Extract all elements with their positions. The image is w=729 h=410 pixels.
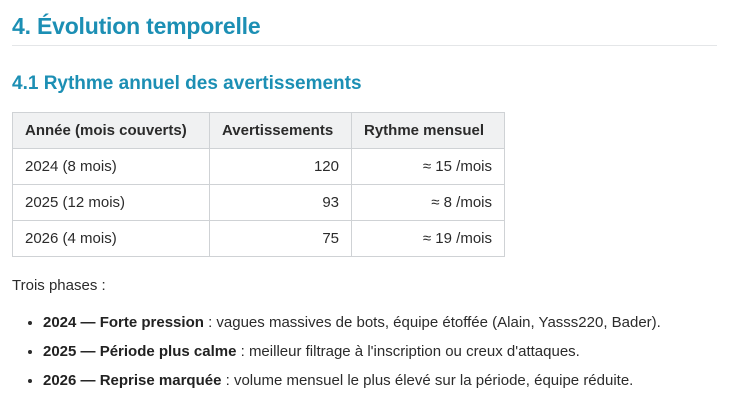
cell-warnings: 75 [210, 221, 352, 257]
phase-label: 2024 — Forte pression [43, 314, 204, 331]
list-item [43, 342, 717, 362]
cell-warnings: 93 [210, 185, 352, 221]
phases-intro: Trois phases : [12, 277, 106, 294]
cell-warnings: 120 [210, 149, 352, 185]
cell-monthly-rate: ≈ 19 /mois [352, 221, 505, 257]
phase-label: 2025 — Période plus calme [43, 343, 237, 360]
column-header-warnings: Avertissements [210, 113, 352, 149]
table-header-row [13, 113, 505, 149]
table-row [13, 185, 505, 221]
cell-year: 2025 (12 mois) [13, 185, 210, 221]
column-header-year: Année (mois couverts) [13, 113, 210, 149]
cell-year: 2024 (8 mois) [13, 149, 210, 185]
phase-label: 2026 — Reprise marquée [43, 372, 222, 389]
list-item [43, 313, 717, 333]
cell-monthly-rate: ≈ 15 /mois [352, 149, 505, 185]
warnings-table [12, 112, 505, 257]
phases-list [12, 313, 717, 391]
section-divider [12, 45, 717, 46]
column-header-monthly-rate: Rythme mensuel [352, 113, 505, 149]
cell-year: 2026 (4 mois) [13, 221, 210, 257]
cell-monthly-rate: ≈ 8 /mois [352, 185, 505, 221]
phase-description: : meilleur filtrage à l'inscription ou creux d'attaques. [236, 343, 580, 360]
table-row [13, 149, 505, 185]
table-row [13, 221, 505, 257]
section-title: 4. Évolution temporelle [12, 13, 261, 39]
phase-description: : volume mensuel le plus élevé sur la période, équipe réduite. [221, 372, 634, 389]
phase-description: : vagues massives de bots, équipe étoffée (Alain, Yasss220, Bader). [203, 314, 661, 331]
subsection-title: 4.1 Rythme annuel des avertissements [12, 73, 362, 94]
list-item [43, 371, 717, 391]
